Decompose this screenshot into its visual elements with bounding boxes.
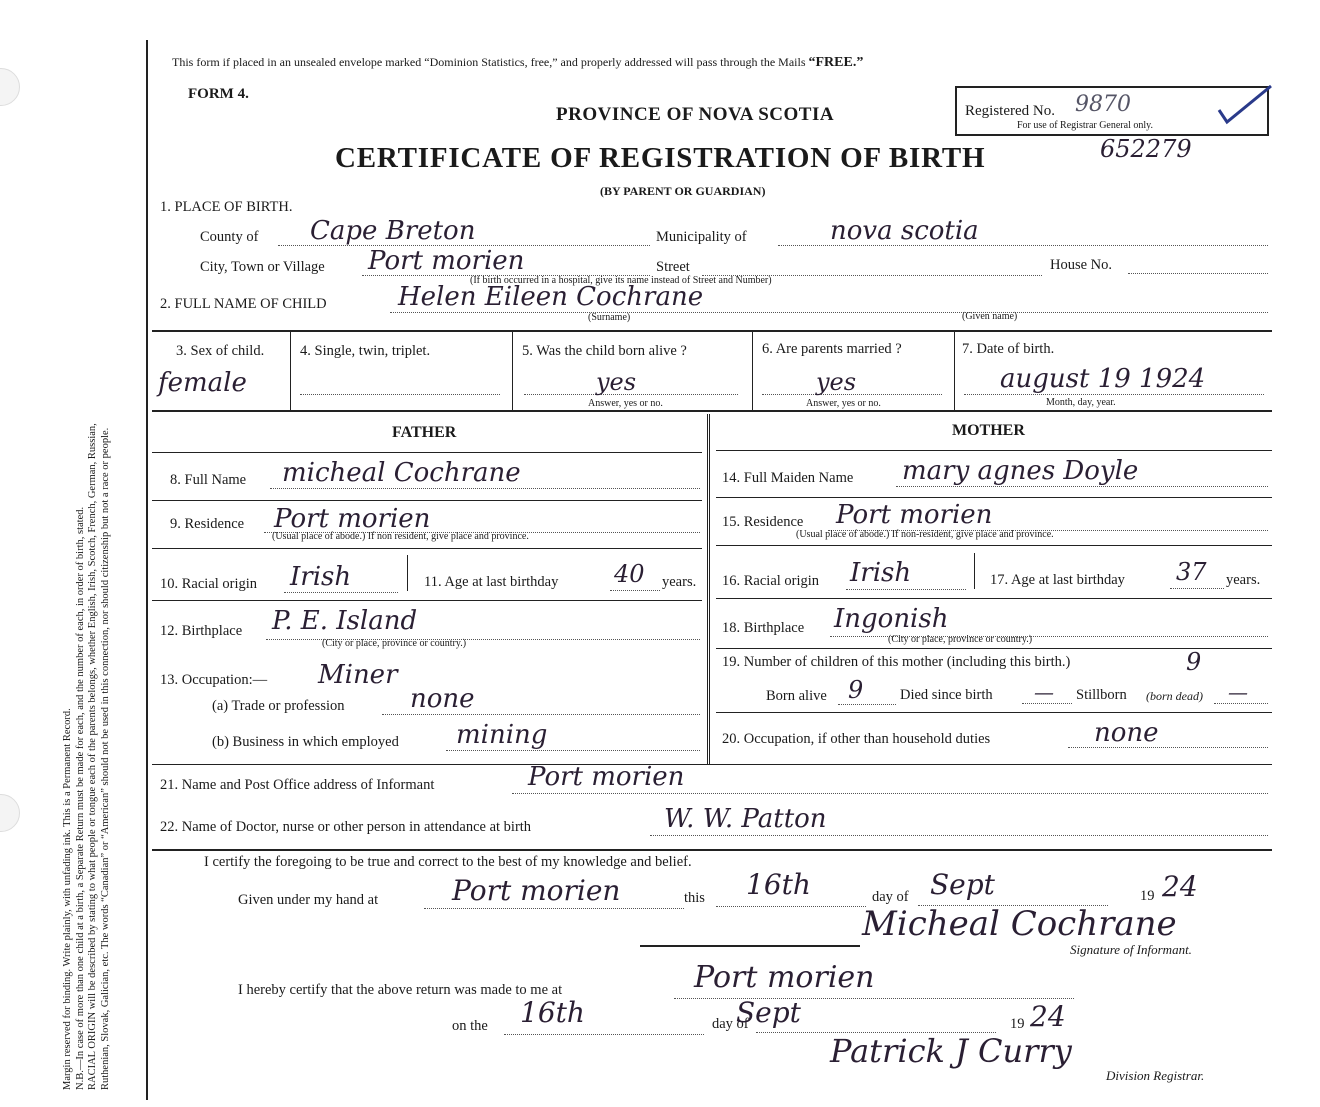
registered-label: Registered No. (965, 103, 1055, 119)
father-birthplace-label: 12. Birthplace (160, 623, 243, 639)
father-name-value: micheal Cochrane (282, 458, 521, 488)
born-alive-count-value: 9 (848, 676, 864, 704)
father-occupation-label: 13. Occupation:— (160, 672, 268, 688)
mother-years: years. (1226, 572, 1261, 588)
father-residence-note: (Usual place of abode.) If non resident, give place and province. (272, 531, 529, 542)
given-place-value: Port morien (452, 874, 621, 907)
father-racial-value: Irish (290, 562, 352, 592)
registrar-year-prefix: 19 (1010, 1016, 1025, 1032)
given-month-value: Sept (930, 868, 995, 901)
informant-signature: Micheal Cochrane (862, 904, 1177, 944)
doctor-value: W. W. Patton (664, 804, 827, 834)
registrar-signature: Patrick J Curry (830, 1032, 1072, 1070)
registrar-place-value: Port morien (694, 960, 875, 995)
margin-border (146, 40, 148, 1100)
father-trade-label: (a) Trade or profession (212, 698, 345, 714)
doctor-label: 22. Name of Doctor, nurse or other person in attendance at birth (160, 819, 532, 835)
given-label: Given under my hand at (238, 892, 379, 908)
born-alive-label: 5. Was the child born alive ? (522, 343, 687, 359)
father-birthplace-note: (City or place, province or country.) (322, 638, 467, 649)
mother-racial-value: Irish (850, 558, 912, 588)
mother-age-label: 17. Age at last birthday (990, 572, 1125, 588)
given-year-prefix: 19 (1140, 888, 1155, 904)
registrar-year-value: 24 (1030, 1000, 1066, 1033)
checkmark-icon (1215, 80, 1275, 128)
mother-birthplace-value: Ingonish (834, 604, 949, 634)
died-value: — (1034, 680, 1054, 704)
child-name-value: Helen Eileen Cochrane (398, 282, 704, 312)
father-age-label: 11. Age at last birthday (424, 574, 559, 590)
province-heading: PROVINCE OF NOVA SCOTIA (556, 104, 835, 125)
mother-children-label: 19. Number of children of this mother (including this birth.) (722, 654, 1071, 670)
this-label: this (684, 890, 705, 906)
margin-line-3: RACIAL ORIGIN will be described by stating to what people or tongue each of the parents belongs, whether English, Irish, Scotch, French, German, Russian, (87, 423, 98, 1090)
form-number: FORM 4. (188, 86, 249, 102)
mother-occupation-value: none (1094, 718, 1159, 748)
surname-note: (Surname) (588, 312, 631, 323)
dob-value: august 19 1924 (1000, 364, 1206, 394)
certify-text: I certify the foregoing to be true and correct to the best of my knowledge and belief. (204, 854, 692, 870)
mother-age-value: 37 (1176, 558, 1207, 586)
mother-heading: MOTHER (952, 422, 1025, 439)
registrar-on-the: on the (452, 1018, 488, 1034)
informant-signature-label: Signature of Informant. (1070, 942, 1192, 957)
born-alive-value: yes (596, 368, 637, 396)
page-subtitle: (BY PARENT OR GUARDIAN) (600, 184, 766, 198)
father-business-value: mining (456, 720, 548, 750)
parents-married-label: 6. Are parents married ? (762, 341, 902, 357)
margin-line-4: Ruthenian, Slovak, Galician, etc. The words “Canadian” or “American” should not be used in this connection, nor should citizenship but not a race or people. (99, 427, 111, 1090)
parents-married-value: yes (816, 368, 857, 396)
registered-value: 9870 (1075, 92, 1131, 117)
stillborn-note: (born dead) (1146, 689, 1203, 703)
city-label: City, Town or Village (200, 259, 325, 275)
plurality-label: 4. Single, twin, triplet. (300, 343, 431, 359)
registrar-text: I hereby certify that the above return was made to me at (238, 982, 563, 998)
given-year-value: 24 (1162, 870, 1198, 903)
dob-label: 7. Date of birth. (962, 341, 1055, 357)
father-occupation-value: Miner (318, 660, 398, 690)
stillborn-value: — (1228, 680, 1248, 704)
binding-hole-top (0, 68, 20, 106)
mother-children-value: 9 (1186, 648, 1202, 676)
mother-residence-note: (Usual place of abode.) If non-resident, give place and province. (796, 529, 1054, 540)
mother-occupation-label: 20. Occupation, if other than household duties (722, 731, 991, 747)
certificate-number: 652279 (1100, 135, 1192, 163)
margin-notes (62, 40, 112, 1090)
father-years: years. (662, 574, 697, 590)
stillborn-label: Stillborn (1076, 687, 1127, 703)
dob-note: Month, day, year. (1046, 397, 1116, 408)
answer-note-5: Answer, yes or no. (588, 398, 663, 409)
father-name-label: 8. Full Name (170, 472, 247, 488)
registrar-day-value: 16th (520, 996, 585, 1029)
given-day-value: 16th (746, 868, 811, 901)
binding-hole-bottom (0, 794, 20, 832)
municipality-value: nova scotia (830, 216, 979, 246)
sex-value: female (158, 368, 247, 398)
mother-racial-label: 16. Racial origin (722, 573, 820, 589)
margin-line-2: N.B.—In case of more than one child at a birth, a Separate Return must be made for each, and the number of each, in order of birth, stated. (74, 506, 86, 1090)
mother-residence-value: Port morien (836, 500, 993, 530)
father-heading: FATHER (392, 424, 457, 441)
mother-name-label: 14. Full Maiden Name (722, 470, 854, 486)
informant-value: Port morien (528, 762, 685, 792)
sex-label: 3. Sex of child. (176, 343, 265, 359)
city-value: Port morien (368, 246, 525, 276)
father-age-value: 40 (614, 560, 645, 588)
father-racial-label: 10. Racial origin (160, 576, 258, 592)
house-label: House No. (1050, 257, 1113, 273)
registrar-note: For use of Registrar General only. (1017, 120, 1153, 131)
father-business-label: (b) Business in which employed (212, 734, 399, 750)
mother-birthplace-note: (City or place, province or country.) (888, 634, 1033, 645)
answer-note-6: Answer, yes or no. (806, 398, 881, 409)
registrar-month-value: Sept (736, 996, 801, 1029)
given-name-note: (Given name) (962, 311, 1018, 322)
born-alive-count-label: Born alive (766, 688, 827, 704)
registrar-day-of-label: day of (712, 1016, 749, 1032)
county-value: Cape Breton (310, 216, 476, 246)
page-title: CERTIFICATE OF REGISTRATION OF BIRTH (335, 142, 986, 174)
given-day-of-label: day of (872, 889, 909, 905)
street-note: (If birth occurred in a hospital, give its name instead of Street and Number) (470, 275, 772, 286)
mother-birthplace-label: 18. Birthplace (722, 620, 805, 636)
father-residence-value: Port morien (274, 504, 431, 534)
father-residence-label: 9. Residence (170, 516, 245, 532)
registrar-signature-label: Division Registrar. (1106, 1068, 1205, 1083)
died-label: Died since birth (900, 687, 993, 703)
mother-residence-label: 15. Residence (722, 514, 804, 530)
free-notice: This form if placed in an unsealed envelope marked “Dominion Statistics, free,” and properly addressed will pass through the Mails “FREE.” (172, 55, 864, 70)
informant-label: 21. Name and Post Office address of Informant (160, 777, 435, 793)
place-of-birth-label: 1. PLACE OF BIRTH. (160, 199, 293, 215)
child-name-label: 2. FULL NAME OF CHILD (160, 296, 327, 312)
mother-name-value: mary agnes Doyle (902, 456, 1139, 486)
father-birthplace-value: P. E. Island (272, 606, 418, 636)
county-label: County of (200, 229, 259, 245)
municipality-label: Municipality of (656, 229, 747, 245)
margin-line-1: Margin reserved for binding. Write plainly, with unfading ink. This is a Permanent Record. (62, 708, 73, 1090)
father-trade-value: none (410, 684, 475, 714)
street-label: Street (656, 259, 690, 275)
